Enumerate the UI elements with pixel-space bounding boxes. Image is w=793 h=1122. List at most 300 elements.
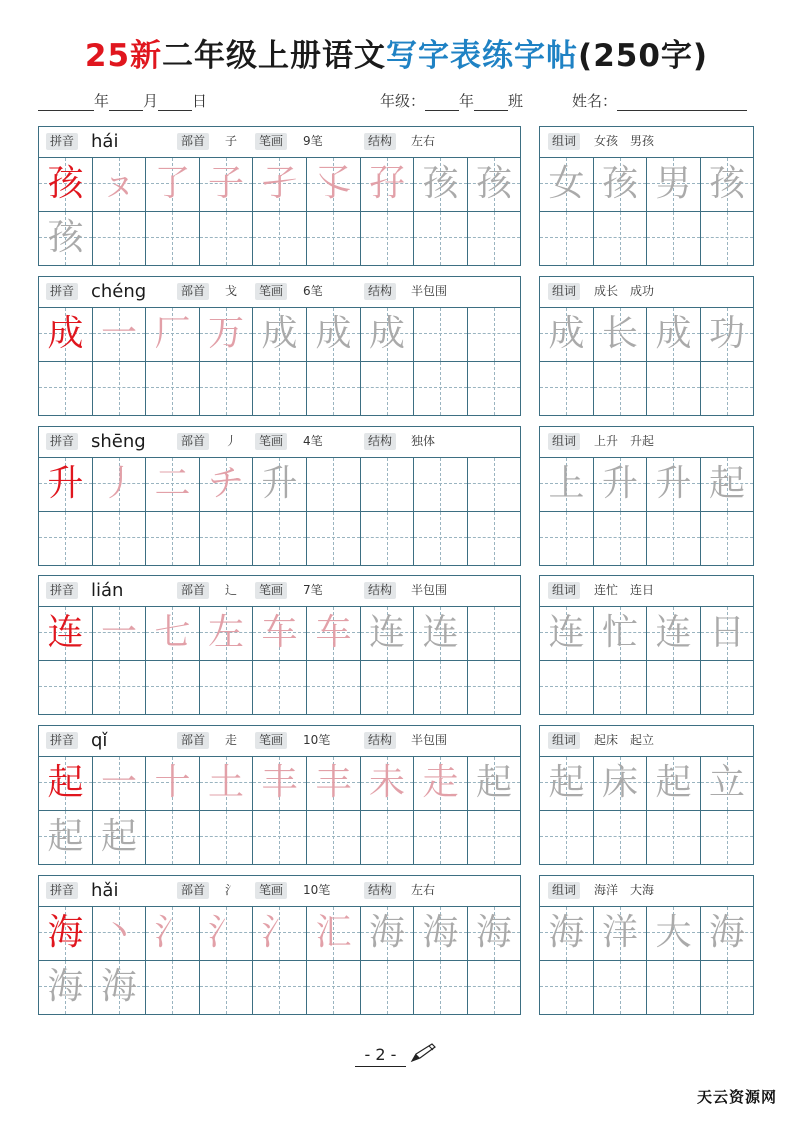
model-character: 起	[47, 762, 84, 803]
trace-character: 长	[601, 313, 638, 354]
char-card-header	[39, 427, 520, 458]
trace-character: チ	[207, 463, 244, 504]
trace-character: 海	[475, 912, 512, 953]
grid-cell[interactable]	[253, 212, 307, 265]
words-tag: 组词	[548, 582, 580, 599]
grid-cell[interactable]	[701, 158, 753, 212]
trace-character: 子	[207, 163, 244, 204]
trace-character: 丶	[100, 912, 137, 953]
strokes-tag: 笔画	[255, 582, 287, 599]
grid-cell[interactable]	[39, 757, 93, 811]
month-label: 月	[143, 92, 159, 110]
strokes-tag: 笔画	[255, 283, 287, 300]
grid-cell[interactable]	[93, 961, 146, 1014]
grid-cell[interactable]	[468, 661, 520, 714]
model-character: 升	[47, 463, 84, 504]
grid-cell[interactable]	[701, 512, 753, 565]
grid-cell[interactable]	[200, 308, 253, 362]
pen-icon	[408, 1042, 438, 1068]
grid-cell[interactable]	[647, 458, 701, 512]
title-part-3: 写字表练字帖	[386, 38, 579, 74]
trace-character: 女	[548, 163, 585, 204]
grid-cell[interactable]	[307, 362, 361, 415]
grid-cell[interactable]	[253, 158, 307, 212]
grid-cell[interactable]	[468, 607, 520, 661]
trace-character: ㇴ	[100, 163, 137, 204]
model-character: 连	[47, 612, 84, 653]
grid-cell[interactable]	[414, 607, 468, 661]
trace-character: 成	[548, 313, 585, 354]
trace-character: 连	[655, 612, 692, 653]
grid-cell[interactable]	[701, 907, 753, 961]
model-character: 孩	[47, 163, 84, 204]
trace-character: 一	[100, 313, 137, 354]
grid-cell[interactable]	[39, 961, 93, 1014]
grid-cell[interactable]	[594, 212, 647, 265]
char-card-header	[39, 576, 520, 607]
grid-cell[interactable]	[307, 158, 361, 212]
grid-cell[interactable]	[594, 158, 647, 212]
grid-cell[interactable]	[361, 961, 414, 1014]
grid-cell[interactable]	[253, 607, 307, 661]
grid-cell[interactable]	[307, 458, 361, 512]
trace-character: 氵	[154, 912, 191, 953]
year-blank[interactable]	[38, 95, 94, 111]
pinyin-value: hái	[91, 131, 119, 152]
trace-character: 成	[655, 313, 692, 354]
grid-cell[interactable]	[414, 512, 468, 565]
char-card-header	[39, 726, 520, 757]
words-card-2	[539, 276, 754, 416]
grid-cell[interactable]	[594, 961, 647, 1014]
words-value: 女孩 男孩	[594, 134, 655, 148]
grid-cell[interactable]	[414, 757, 468, 811]
grid-cell[interactable]	[253, 362, 307, 415]
grid-cell[interactable]	[146, 661, 200, 714]
grid-cell[interactable]	[253, 907, 307, 961]
grid-cell[interactable]	[594, 458, 647, 512]
grid-cell[interactable]	[414, 961, 468, 1014]
info-line	[38, 90, 752, 112]
brand-watermark: 天云资源网	[697, 1088, 778, 1106]
trace-character: 氵	[261, 912, 298, 953]
trace-character: 海	[368, 912, 405, 953]
char-card-1	[38, 126, 521, 266]
grid-cell[interactable]	[594, 811, 647, 864]
char-card-6	[38, 875, 521, 1015]
grid-cell[interactable]	[253, 661, 307, 714]
strokes-tag: 笔画	[255, 732, 287, 749]
grid-cell[interactable]	[146, 811, 200, 864]
grid-cell[interactable]	[414, 308, 468, 362]
grid-cell[interactable]	[361, 811, 414, 864]
grid-cell[interactable]	[414, 158, 468, 212]
trace-character: 孩	[708, 163, 745, 204]
trace-character: 起	[475, 762, 512, 803]
grid-cell[interactable]	[468, 961, 520, 1014]
grid-cell[interactable]	[93, 811, 146, 864]
grade-class-blank[interactable]	[474, 95, 508, 111]
grade-label: 年级：	[380, 92, 426, 110]
trace-character: 汇	[315, 912, 352, 953]
grid-cell[interactable]	[39, 158, 93, 212]
name-blank[interactable]	[617, 95, 747, 111]
grid-cell[interactable]	[594, 907, 647, 961]
title-part-2: 二年级上册语文	[162, 38, 387, 74]
grid-cell[interactable]	[540, 757, 594, 811]
grid-cell[interactable]	[253, 757, 307, 811]
words-card-header	[540, 876, 753, 907]
grid-cell[interactable]	[200, 212, 253, 265]
char-card-5	[38, 725, 521, 865]
name-label: 姓名：	[572, 92, 618, 110]
grid-cell[interactable]	[540, 308, 594, 362]
year-label: 年	[94, 92, 110, 110]
grid-cell[interactable]	[146, 212, 200, 265]
grid-cell[interactable]	[594, 607, 647, 661]
trace-character: 二	[154, 463, 191, 504]
grid-cell[interactable]	[540, 362, 594, 415]
grade-year-label: 年	[459, 92, 475, 110]
words-tag: 组词	[548, 133, 580, 150]
pinyin-tag: 拼音	[46, 283, 78, 300]
trace-character: 功	[708, 313, 745, 354]
grid-cell[interactable]	[647, 811, 701, 864]
words-card-header	[540, 726, 753, 757]
grid-cell[interactable]	[93, 512, 146, 565]
trace-character: 厂	[154, 313, 191, 354]
radical-tag: 部首	[177, 732, 209, 749]
grid-cell[interactable]	[39, 458, 93, 512]
footer	[0, 1042, 793, 1068]
grid-cell[interactable]	[200, 811, 253, 864]
grid-cell[interactable]	[39, 607, 93, 661]
grid-cell[interactable]	[39, 811, 93, 864]
title-part-1: 25新	[84, 38, 163, 74]
grid-cell[interactable]	[361, 308, 414, 362]
grid-cell[interactable]	[200, 362, 253, 415]
grid-cell[interactable]	[468, 458, 520, 512]
words-card-1	[539, 126, 754, 266]
words-card-header	[540, 427, 753, 458]
grid-cell[interactable]	[468, 308, 520, 362]
strokes-value: 6笔	[303, 284, 323, 298]
grid-cell[interactable]	[361, 661, 414, 714]
structure-value: 独体	[411, 434, 436, 448]
words-value: 成长 成功	[594, 284, 655, 298]
day-label: 日	[192, 92, 208, 110]
grid-cell[interactable]	[146, 512, 200, 565]
pinyin-value: lián	[91, 580, 124, 601]
name-field[interactable]	[572, 90, 747, 111]
trace-character: 洋	[601, 912, 638, 953]
grid-cell[interactable]	[307, 212, 361, 265]
grid-cell[interactable]	[647, 961, 701, 1014]
grid-cell[interactable]	[200, 907, 253, 961]
trace-character: 孩	[47, 217, 84, 258]
grid-cell[interactable]	[146, 961, 200, 1014]
words-tag: 组词	[548, 732, 580, 749]
grid-cell[interactable]	[540, 811, 594, 864]
structure-value: 左右	[411, 134, 436, 148]
grid-cell[interactable]	[701, 661, 753, 714]
trace-character: 左	[207, 612, 244, 653]
grid-cell[interactable]	[361, 757, 414, 811]
grid-cell[interactable]	[468, 158, 520, 212]
date-field[interactable]	[38, 90, 207, 111]
grid-cell[interactable]	[468, 907, 520, 961]
strokes-tag: 笔画	[255, 133, 287, 150]
grid-cell[interactable]	[200, 458, 253, 512]
grid-cell[interactable]	[540, 158, 594, 212]
grid-cell[interactable]	[200, 661, 253, 714]
grid-cell[interactable]	[594, 757, 647, 811]
structure-tag: 结构	[364, 433, 396, 450]
grid-cell[interactable]	[468, 362, 520, 415]
pinyin-tag: 拼音	[46, 133, 78, 150]
grid-cell[interactable]	[146, 907, 200, 961]
grid-cell[interactable]	[647, 661, 701, 714]
grid-cell[interactable]	[146, 362, 200, 415]
grid-cell[interactable]	[414, 811, 468, 864]
trace-character: 男	[655, 163, 692, 204]
grid-cell[interactable]	[39, 907, 93, 961]
grid-cell[interactable]	[468, 512, 520, 565]
grid-cell[interactable]	[701, 212, 753, 265]
grid-cell[interactable]	[647, 212, 701, 265]
pinyin-value: chéng	[91, 281, 147, 302]
words-value: 起床 起立	[594, 733, 655, 747]
grid-cell[interactable]	[93, 458, 146, 512]
grid-cell[interactable]	[39, 512, 93, 565]
pinyin-tag: 拼音	[46, 582, 78, 599]
radical-tag: 部首	[177, 582, 209, 599]
grid-cell[interactable]	[647, 512, 701, 565]
grid-cell[interactable]	[307, 308, 361, 362]
grid-cell[interactable]	[253, 512, 307, 565]
grid-cell[interactable]	[200, 607, 253, 661]
grid-cell[interactable]	[146, 607, 200, 661]
grid-cell[interactable]	[307, 607, 361, 661]
grid-cell[interactable]	[414, 212, 468, 265]
grid-cell[interactable]	[594, 362, 647, 415]
structure-value: 左右	[411, 883, 436, 897]
radical-value: 戈	[225, 284, 238, 298]
trace-character: 海	[100, 966, 137, 1007]
grid-cell[interactable]	[540, 458, 594, 512]
radical-value: 丿	[225, 434, 238, 448]
trace-character: 升	[601, 463, 638, 504]
trace-character: 七	[154, 612, 191, 653]
trace-character: 上	[548, 463, 585, 504]
grid-cell[interactable]	[647, 362, 701, 415]
structure-value: 半包围	[411, 733, 448, 747]
grid-cell[interactable]	[39, 308, 93, 362]
grid-cell[interactable]	[701, 607, 753, 661]
grid-cell[interactable]	[253, 308, 307, 362]
pinyin-value: qǐ	[91, 730, 108, 751]
grid-cell[interactable]	[93, 308, 146, 362]
grid-cell[interactable]	[253, 458, 307, 512]
grid-cell[interactable]	[200, 961, 253, 1014]
grid-cell[interactable]	[540, 607, 594, 661]
grid-cell[interactable]	[200, 158, 253, 212]
strokes-value: 10笔	[303, 733, 331, 747]
grid-cell[interactable]	[701, 308, 753, 362]
grid-cell[interactable]	[647, 907, 701, 961]
words-value: 海洋 大海	[594, 883, 655, 897]
grid-cell[interactable]	[701, 961, 753, 1014]
grid-cell[interactable]	[39, 212, 93, 265]
month-blank[interactable]	[109, 95, 143, 111]
grid-cell[interactable]	[146, 757, 200, 811]
grid-cell[interactable]	[701, 362, 753, 415]
grid-cell[interactable]	[307, 811, 361, 864]
grid-cell[interactable]	[93, 757, 146, 811]
grid-cell[interactable]	[594, 661, 647, 714]
trace-character: 氵	[207, 912, 244, 953]
trace-character: 日	[708, 612, 745, 653]
trace-character: 孩	[422, 163, 459, 204]
grid-cell[interactable]	[307, 512, 361, 565]
grid-cell[interactable]	[253, 961, 307, 1014]
radical-value: 走	[225, 733, 238, 747]
trace-character: 床	[601, 762, 638, 803]
grid-cell[interactable]	[93, 661, 146, 714]
grid-cell[interactable]	[93, 212, 146, 265]
grid-cell[interactable]	[647, 308, 701, 362]
trace-character: 起	[47, 816, 84, 857]
char-card-header	[39, 876, 520, 907]
grid-cell[interactable]	[146, 158, 200, 212]
grid-cell[interactable]	[307, 907, 361, 961]
model-character: 成	[47, 313, 84, 354]
grid-cell[interactable]	[361, 512, 414, 565]
strokes-value: 10笔	[303, 883, 331, 897]
grid-cell[interactable]	[647, 607, 701, 661]
radical-value: 辶	[225, 583, 238, 597]
radical-value: 氵	[225, 883, 238, 897]
grid-cell[interactable]	[594, 512, 647, 565]
grid-cell[interactable]	[468, 757, 520, 811]
grid-cell[interactable]	[701, 458, 753, 512]
words-value: 连忙 连日	[594, 583, 655, 597]
grid-cell[interactable]	[468, 811, 520, 864]
grid-cell[interactable]	[540, 961, 594, 1014]
words-tag: 组词	[548, 433, 580, 450]
trace-character: 连	[368, 612, 405, 653]
grid-cell[interactable]	[39, 661, 93, 714]
grid-cell[interactable]	[93, 362, 146, 415]
grid-cell[interactable]	[594, 308, 647, 362]
grid-cell[interactable]	[39, 362, 93, 415]
grid-cell[interactable]	[307, 757, 361, 811]
pinyin-tag: 拼音	[46, 732, 78, 749]
words-card-4	[539, 575, 754, 715]
grid-cell[interactable]	[146, 458, 200, 512]
trace-character: 十	[154, 762, 191, 803]
grid-cell[interactable]	[414, 458, 468, 512]
grid-cell[interactable]	[361, 607, 414, 661]
trace-character: 车	[315, 612, 352, 653]
grid-cell[interactable]	[93, 158, 146, 212]
radical-tag: 部首	[177, 433, 209, 450]
grid-cell[interactable]	[701, 811, 753, 864]
words-card-5	[539, 725, 754, 865]
grid-cell[interactable]	[414, 661, 468, 714]
grid-cell[interactable]	[540, 661, 594, 714]
grid-cell[interactable]	[146, 308, 200, 362]
grid-cell[interactable]	[540, 907, 594, 961]
trace-character: 万	[207, 313, 244, 354]
words-card-header	[540, 576, 753, 607]
grid-cell[interactable]	[414, 907, 468, 961]
grid-cell[interactable]	[93, 607, 146, 661]
trace-character: 忙	[601, 612, 638, 653]
trace-character: 升	[261, 463, 298, 504]
grid-cell[interactable]	[361, 907, 414, 961]
words-card-header	[540, 127, 753, 158]
grid-cell[interactable]	[200, 757, 253, 811]
day-blank[interactable]	[158, 95, 192, 111]
trace-character: 立	[708, 762, 745, 803]
radical-tag: 部首	[177, 283, 209, 300]
grid-cell[interactable]	[540, 212, 594, 265]
grid-cell[interactable]	[307, 961, 361, 1014]
grid-cell[interactable]	[647, 158, 701, 212]
grid-cell[interactable]	[414, 362, 468, 415]
strokes-value: 9笔	[303, 134, 323, 148]
radical-value: 子	[225, 134, 238, 148]
grid-cell[interactable]	[647, 757, 701, 811]
model-character: 海	[47, 912, 84, 953]
trace-character: 成	[368, 313, 405, 354]
structure-value: 半包围	[411, 583, 448, 597]
trace-character: 成	[315, 313, 352, 354]
pinyin-tag: 拼音	[46, 882, 78, 899]
grade-field[interactable]	[380, 90, 523, 111]
trace-character: 海	[422, 912, 459, 953]
grid-cell[interactable]	[361, 458, 414, 512]
grid-cell[interactable]	[200, 512, 253, 565]
grid-cell[interactable]	[253, 811, 307, 864]
trace-character: 海	[708, 912, 745, 953]
grid-cell[interactable]	[361, 362, 414, 415]
grid-cell[interactable]	[540, 512, 594, 565]
trace-character: 大	[655, 912, 692, 953]
structure-value: 半包围	[411, 284, 448, 298]
grid-cell[interactable]	[468, 212, 520, 265]
structure-tag: 结构	[364, 732, 396, 749]
trace-character: 升	[655, 463, 692, 504]
grade-year-blank[interactable]	[425, 95, 459, 111]
trace-character: 一	[100, 762, 137, 803]
trace-character: 土	[207, 762, 244, 803]
title-part-4: (250字)	[578, 38, 709, 74]
pinyin-value: shēng	[91, 431, 146, 452]
grid-cell[interactable]	[307, 661, 361, 714]
grid-cell[interactable]	[361, 212, 414, 265]
radical-tag: 部首	[177, 882, 209, 899]
strokes-tag: 笔画	[255, 882, 287, 899]
grid-cell[interactable]	[701, 757, 753, 811]
grid-cell[interactable]	[361, 158, 414, 212]
trace-character: 起	[708, 463, 745, 504]
trace-character: 丰	[315, 762, 352, 803]
words-card-header	[540, 277, 753, 308]
grid-cell[interactable]	[93, 907, 146, 961]
words-card-3	[539, 426, 754, 566]
